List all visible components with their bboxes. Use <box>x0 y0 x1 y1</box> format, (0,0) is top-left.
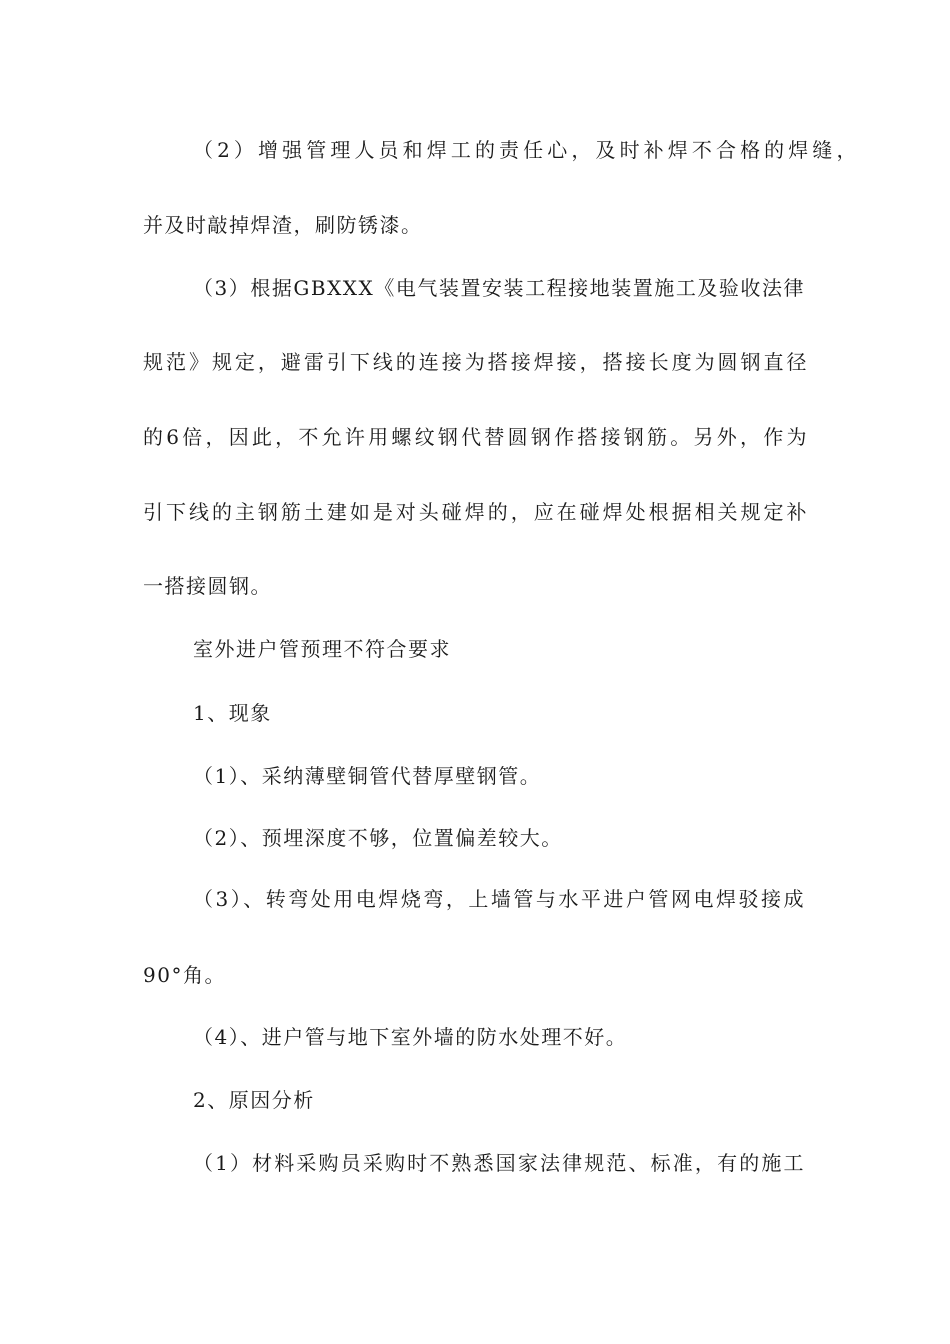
list-item: （3）、转弯处用电焊烧弯，上墙管与水平进户管网电焊驳接成 <box>193 887 805 911</box>
paragraph-line: （3）根据GBXXX《电气装置安装工程接地装置施工及验收法律 <box>193 276 805 300</box>
list-item: （2）、预埋深度不够，位置偏差较大。 <box>193 826 563 850</box>
list-item: （4）、进户管与地下室外墙的防水处理不好。 <box>193 1025 628 1049</box>
paragraph-line: 90°角。 <box>143 963 226 987</box>
paragraph-line: 并及时敲掉焊渣，刷防锈漆。 <box>143 213 423 237</box>
paragraph-line: 引下线的主钢筋土建如是对头碰焊的，应在碰焊处根据相关规定补 <box>143 500 808 524</box>
paragraph-line: 一搭接圆钢。 <box>143 574 272 598</box>
paragraph-line: （2）增强管理人员和焊工的责任心，及时补焊不合格的焊缝， <box>193 138 858 162</box>
subsection-heading: 1、现象 <box>193 701 272 725</box>
paragraph-line: 规范》规定，避雷引下线的连接为搭接焊接，搭接长度为圆钢直径 <box>143 350 808 374</box>
section-heading: 室外进户管预理不符合要求 <box>193 637 451 661</box>
subsection-heading: 2、原因分析 <box>193 1088 315 1112</box>
list-item: （1）、采纳薄壁铜管代替厚壁钢管。 <box>193 764 542 788</box>
list-item: （1）材料采购员采购时不熟悉国家法律规范、标准，有的施工 <box>193 1151 805 1175</box>
paragraph-line: 的6倍，因此，不允许用螺纹钢代替圆钢作搭接钢筋。另外，作为 <box>143 425 808 449</box>
